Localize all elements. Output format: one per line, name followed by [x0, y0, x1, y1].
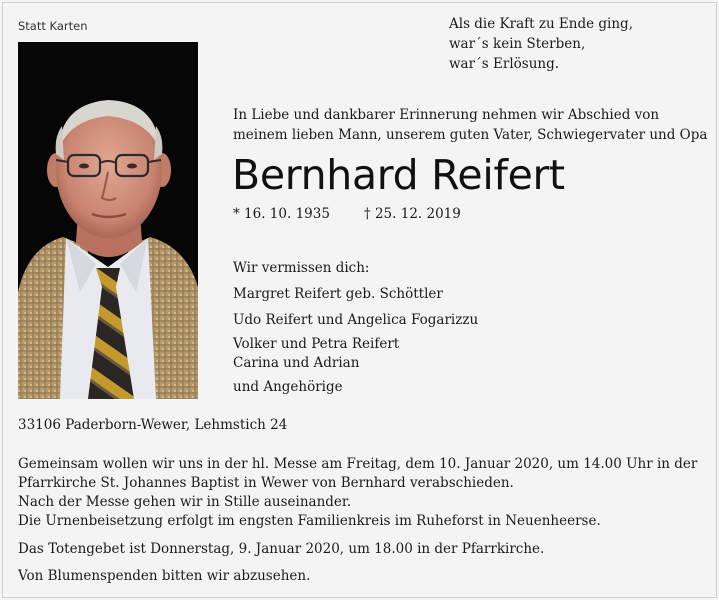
death-date: † 25. 12. 2019 [363, 206, 461, 222]
service-line: Pfarrkirche St. Johannes Baptist in Wewer von Bernhard verabschieden. [18, 475, 514, 491]
service-paragraph [18, 455, 708, 531]
portrait-illustration [18, 42, 198, 399]
service-line: Nach der Messe gehen wir in Stille auseinander. [18, 494, 352, 510]
intro-line: In Liebe und dankbarer Erinnerung nehmen wir Abschied von [233, 107, 660, 123]
service-line: Die Urnenbeisetzung erfolgt im engsten Familienkreis im Ruheforst in Neuenheerse. [18, 513, 601, 529]
prayer-note: Das Totengebet ist Donnerstag, 9. Januar 2020, um 18.00 in der Pfarrkirche. [18, 541, 545, 557]
life-dates [233, 206, 495, 222]
mourners-heading: Wir vermissen dich: [233, 260, 370, 276]
birth-date: * 16. 10. 1935 [233, 206, 330, 222]
flowers-note: Von Blumenspenden bitten wir abzusehen. [18, 568, 311, 584]
mourner-name: Volker und Petra Reifert [233, 336, 400, 352]
mourner-name: und Angehörige [233, 379, 343, 395]
poem [449, 14, 633, 74]
mourner-name: Carina und Adrian [233, 355, 360, 371]
service-line: Gemeinsam wollen wir uns in der hl. Messe am Freitag, dem 10. Januar 2020, um 14.00 Uhr in der [18, 456, 698, 472]
deceased-name: Bernhard Reifert [232, 151, 565, 199]
mourner-name: Margret Reifert geb. Schöttler [233, 286, 443, 302]
poem-line: war´s kein Sterben, [449, 36, 586, 52]
address: 33106 Paderborn-Wewer, Lehmstich 24 [18, 417, 288, 433]
statt-karten-note: Statt Karten [18, 19, 88, 33]
poem-line: Als die Kraft zu Ende ging, [449, 16, 633, 32]
portrait-photo [18, 42, 198, 399]
intro-text [233, 105, 707, 145]
poem-line: war´s Erlösung. [449, 56, 560, 72]
mourner-name: Udo Reifert und Angelica Fogarizzu [233, 312, 479, 328]
intro-line: meinem lieben Mann, unserem guten Vater, Schwiegervater und Opa [233, 127, 708, 143]
